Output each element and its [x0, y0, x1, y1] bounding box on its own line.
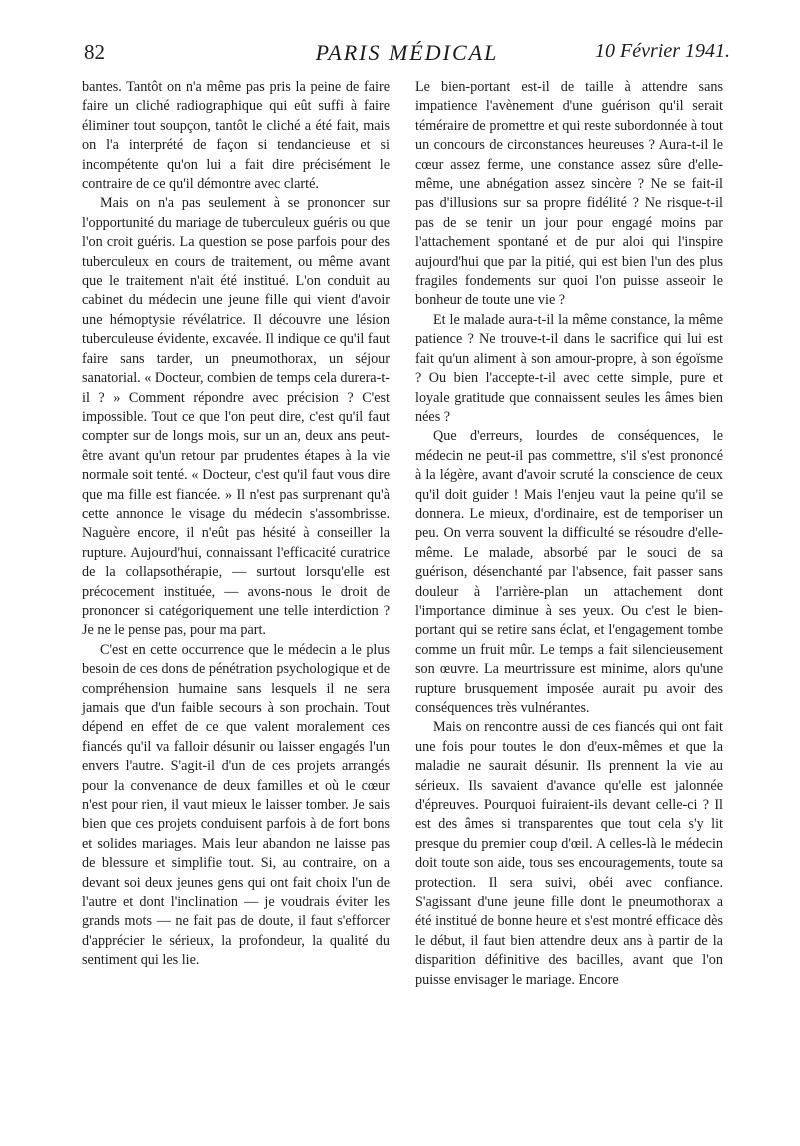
paragraph: Que d'erreurs, lourdes de conséquences, le médecin ne peut-il pas commettre, s'il s'est prononcé à la légère, avant d'avoir scruté la conscience de ceux qu'il doit guider ! Mais l'enjeu vaut la peine qu'il se donnera. Le mieux, d'ordinaire, est de temporiser un peu. On verra souvent la difficulté se résoudre d'elle-même. Le malade, absorbé par le souci de sa guérison, désenchanté par l'absence, fait passer sans douleur à l'arrière-plan un attachement dont l'importance diminue à ses yeux. Ou c'est le bien-portant qui se retire sans éclat, et l'engagement tombe comme un fruit mûr. Le temps a fait silencieusement son œuvre. La meurtrissure est minime, alors qu'une rupture brusquement imposée aurait pu avoir des conséquences très vulnérantes.	[415, 428, 723, 716]
paragraph: Mais on rencontre aussi de ces fiancés qui ont fait une fois pour toutes le don d'eux-mêmes et que la maladie ne saurait désunir. Ils prennent la vie au sérieux. Ils savaient d'avance qu'elle est jalonnée d'épreuves. Pourquoi fuiraient-ils devant celle-ci ? Il est des âmes si transparentes que tout cela s'y lit presque du premier coup d'œil. A celles-là le médecin doit toute son aide, tous ses encouragements, toute sa protection. Il sera suivi, obéi avec confiance. S'agissant d'une jeune fille dont le pneumothorax a été institué de bonne heure et s'est montré efficace dès le début, il faut bien attendre deux ans à partir de la disparition définitive des bacilles, avant que l'on puisse envisager le mariage. Encore	[415, 719, 723, 988]
page-number: 82	[84, 40, 105, 64]
journal-title: PARIS MÉDICAL	[315, 40, 499, 65]
paragraph: bantes. Tantôt on n'a même pas pris la peine de faire faire un cliché radiographique qui eût suffi à faire éliminer tout soupçon, tantôt le cliché a été fait, mais on l'a interprété de façon si tendancieuse et si incompétente qu'on lui a fait dire précisément le contraire de ce qu'il démontre avec clarté.	[82, 79, 390, 193]
paragraph: Mais on n'a pas seulement à se prononcer sur l'opportunité du mariage de tuberculeux guéris ou que l'on croit guéris. La question se pose parfois pour des tuberculeux en cours de traitement, ou même avant que le traitement n'ait été institué. L'on conduit au cabinet du médecin une jeune fille qui vient d'avoir une hémoptysie révélatrice. Il découvre une lésion tuberculeuse évidente, excavée. Il indique ce qu'il faut faire sans tarder, un pneumothorax, un séjour sanatorial. « Docteur, combien de temps cela durera-t-il ? » Comment répondre avec précision ? C'est impossible. Tout ce que l'on peut dire, c'est qu'il faut compter sur de longs mois, sur un an, deux ans peut-être avant qu'un retour par prudentes étapes à la vie normale soit tenté. « Docteur, c'est qu'il faut vous dire que ma fille est fiancée. » Il n'est pas surprenant qu'à cette annonce le visage du médecin s'assombrisse. Naguère encore, il n'eût pas hésité à conseiller la rupture. Aujourd'hui, connaissant l'efficacité curatrice de la collapsothérapie, — surtout lorsqu'elle est précocement instituée, — avons-nous le droit de prononcer si catégoriquement une telle interdiction ? Je ne le pense pas, pour ma part.	[82, 195, 390, 639]
page-header	[84, 40, 730, 70]
issue-date: 10 Février 1941.	[595, 40, 730, 62]
left-column	[82, 78, 390, 971]
paragraph: Et le malade aura-t-il la même constance, la même patience ? Ne trouve-t-il dans le sacrifice qui lui est fait qu'un aliment à son amour-propre, à son égoïsme ? Ou bien l'accepte-t-il avec cette simple, pure et loyale gratitude que connaissent seules les âmes bien nées ?	[415, 311, 723, 425]
right-column	[415, 78, 723, 990]
paragraph: C'est en cette occurrence que le médecin a le plus besoin de ces dons de pénétration psychologique et de compréhension humaine sans lesquels il ne sera jamais que d'un faible secours à son prochain. Tout dépend en effet de ce que valent moralement ces fiancés qu'il va falloir désunir ou laisser engagés l'un envers l'autre. S'agit-il d'un de ces projets arrangés pour la convenance de deux familles et où le cœur n'est pour rien, il vaut mieux le laisser tomber. Je sais bien que ces projets conduisent parfois à de fort bons et solides mariages. Mais leur abandon ne laisse pas de blessure et simplifie tout. Si, au contraire, on a devant soi deux jeunes gens qui ont fait choix l'un de l'autre et dont l'inclination — je voudrais éviter les grands mots — ne fait pas de doute, il faut s'efforcer d'apprécier le sérieux, la profondeur, la qualité du sentiment qui les lie.	[82, 641, 390, 969]
paragraph: Le bien-portant est-il de taille à attendre sans impatience l'avènement d'une guérison qu'il serait téméraire de promettre et qui reste subordonnée à tout un concours de circonstances heureuses ? Aura-t-il le cœur assez ferme, une constance assez sûre d'elle-même, une abnégation assez sincère ? Ne se fait-il pas d'illusions sur sa propre fidélité ? Ne risque-t-il pas de se tenir un jour pour engagé moins par l'attachement spontané et de pur aloi qui l'inspire aujourd'hui que par la pitié, qui est bien l'un des plus fragiles fondements sur quoi l'on puisse asseoir le bonheur de toute une vie ?	[415, 79, 723, 309]
